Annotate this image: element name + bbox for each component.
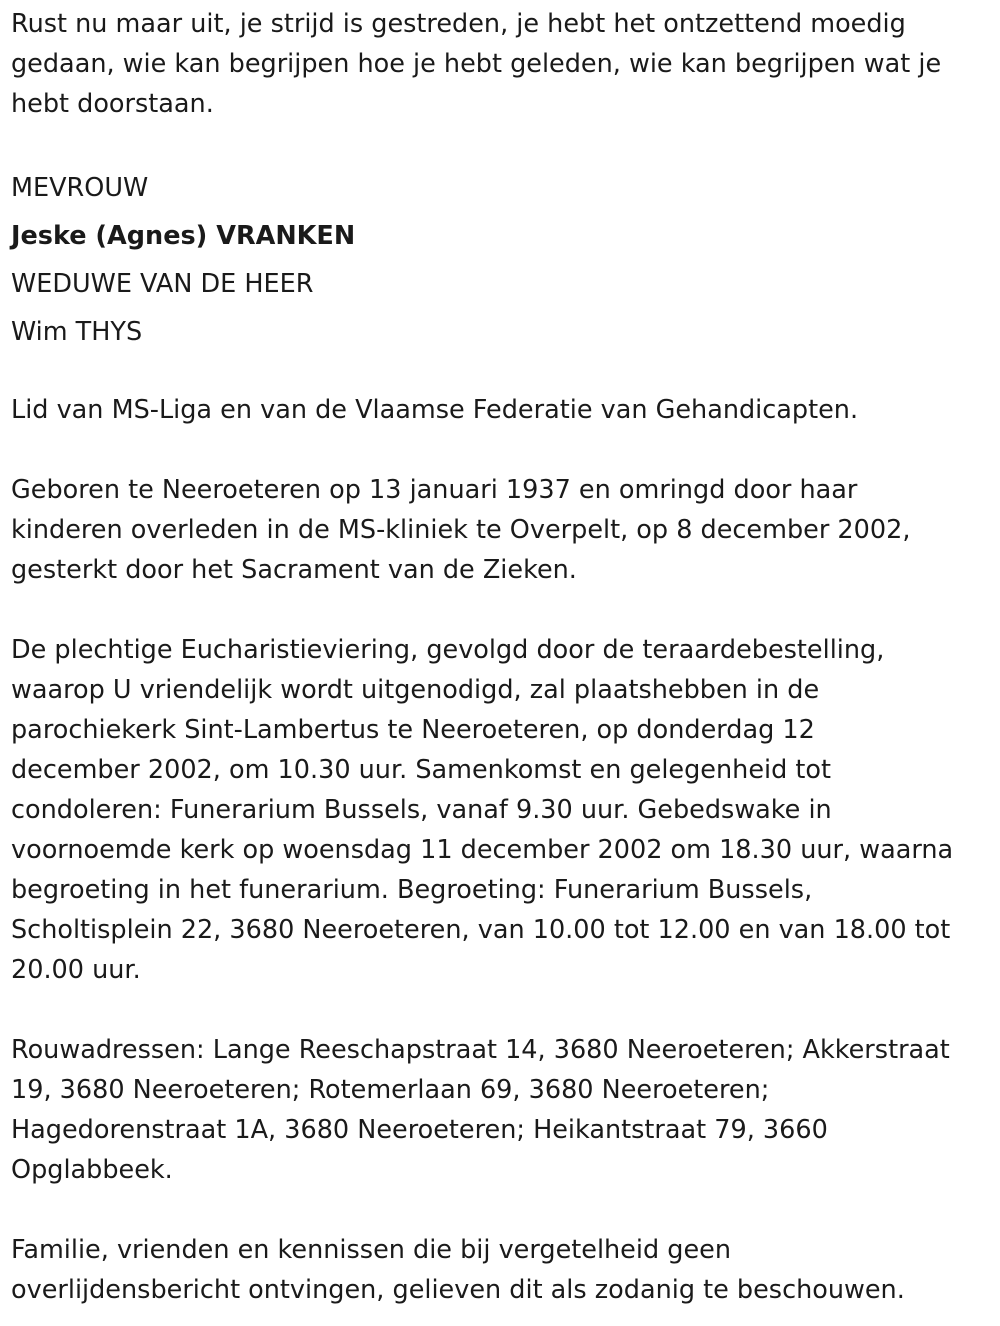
spacer bbox=[11, 990, 991, 1030]
spacer bbox=[11, 124, 991, 164]
membership-paragraph: Lid van MS-Liga en van de Vlaamse Federatie van Gehandicapten. bbox=[11, 395, 859, 425]
closing-paragraph: Familie, vrienden en kennissen die bij vergetelheid geen overlijdensbericht ontvingen, gelieven dit als zodanig te beschouwen. bbox=[11, 1235, 905, 1305]
spacer bbox=[11, 590, 991, 630]
spacer bbox=[11, 1190, 991, 1230]
verse-paragraph: Rust nu maar uit, je strijd is gestreden, je hebt het ontzettend moedig gedaan, wie kan begrijpen hoe je hebt geleden, wie kan begrijpen wat je hebt doorstaan. bbox=[11, 9, 942, 119]
obituary-document bbox=[11, 4, 991, 1310]
title-line: MEVROUW bbox=[11, 173, 149, 203]
spouse-name: Wim THYS bbox=[11, 317, 143, 347]
widow-line: WEDUWE VAN DE HEER bbox=[11, 269, 314, 299]
spacer bbox=[11, 430, 991, 470]
spacer bbox=[11, 356, 991, 390]
ceremony-paragraph: De plechtige Eucharistieviering, gevolgd door de teraardebestelling, waarop U vriendelijk wordt uitgenodigd, zal plaatshebben in de parochiekerk Sint-Lambertus te Neeroeteren, op donderdag 12 december 2002, om 10.30 uur. Samenkomst en gelegenheid tot condoleren: Funerarium Bussels, vanaf 9.30 uur. Gebedswake in voornoemde kerk op woensdag 11 december 2002 om 18.30 uur, waarna begroeting in het funerarium. Begroeting: Funerarium Bussels, Scholtisplein 22, 3680 Neeroeteren, van 10.00 tot 12.00 en van 18.00 tot 20.00 uur. bbox=[11, 635, 954, 985]
birth-death-paragraph: Geboren te Neeroeteren op 13 januari 1937 en omringd door haar kinderen overleden in de MS-kliniek te Overpelt, op 8 december 2002, gesterkt door het Sacrament van de Zieken. bbox=[11, 475, 911, 585]
deceased-name: Jeske (Agnes) VRANKEN bbox=[11, 221, 356, 251]
addresses-paragraph: Rouwadressen: Lange Reeschapstraat 14, 3680 Neeroeteren; Akkerstraat 19, 3680 Neeroeteren; Rotemerlaan 69, 3680 Neeroeteren; Hagedorenstraat 1A, 3680 Neeroeteren; Heikantstraat 79, 3660 Opglabbeek. bbox=[11, 1035, 950, 1185]
deceased-block bbox=[11, 164, 991, 356]
